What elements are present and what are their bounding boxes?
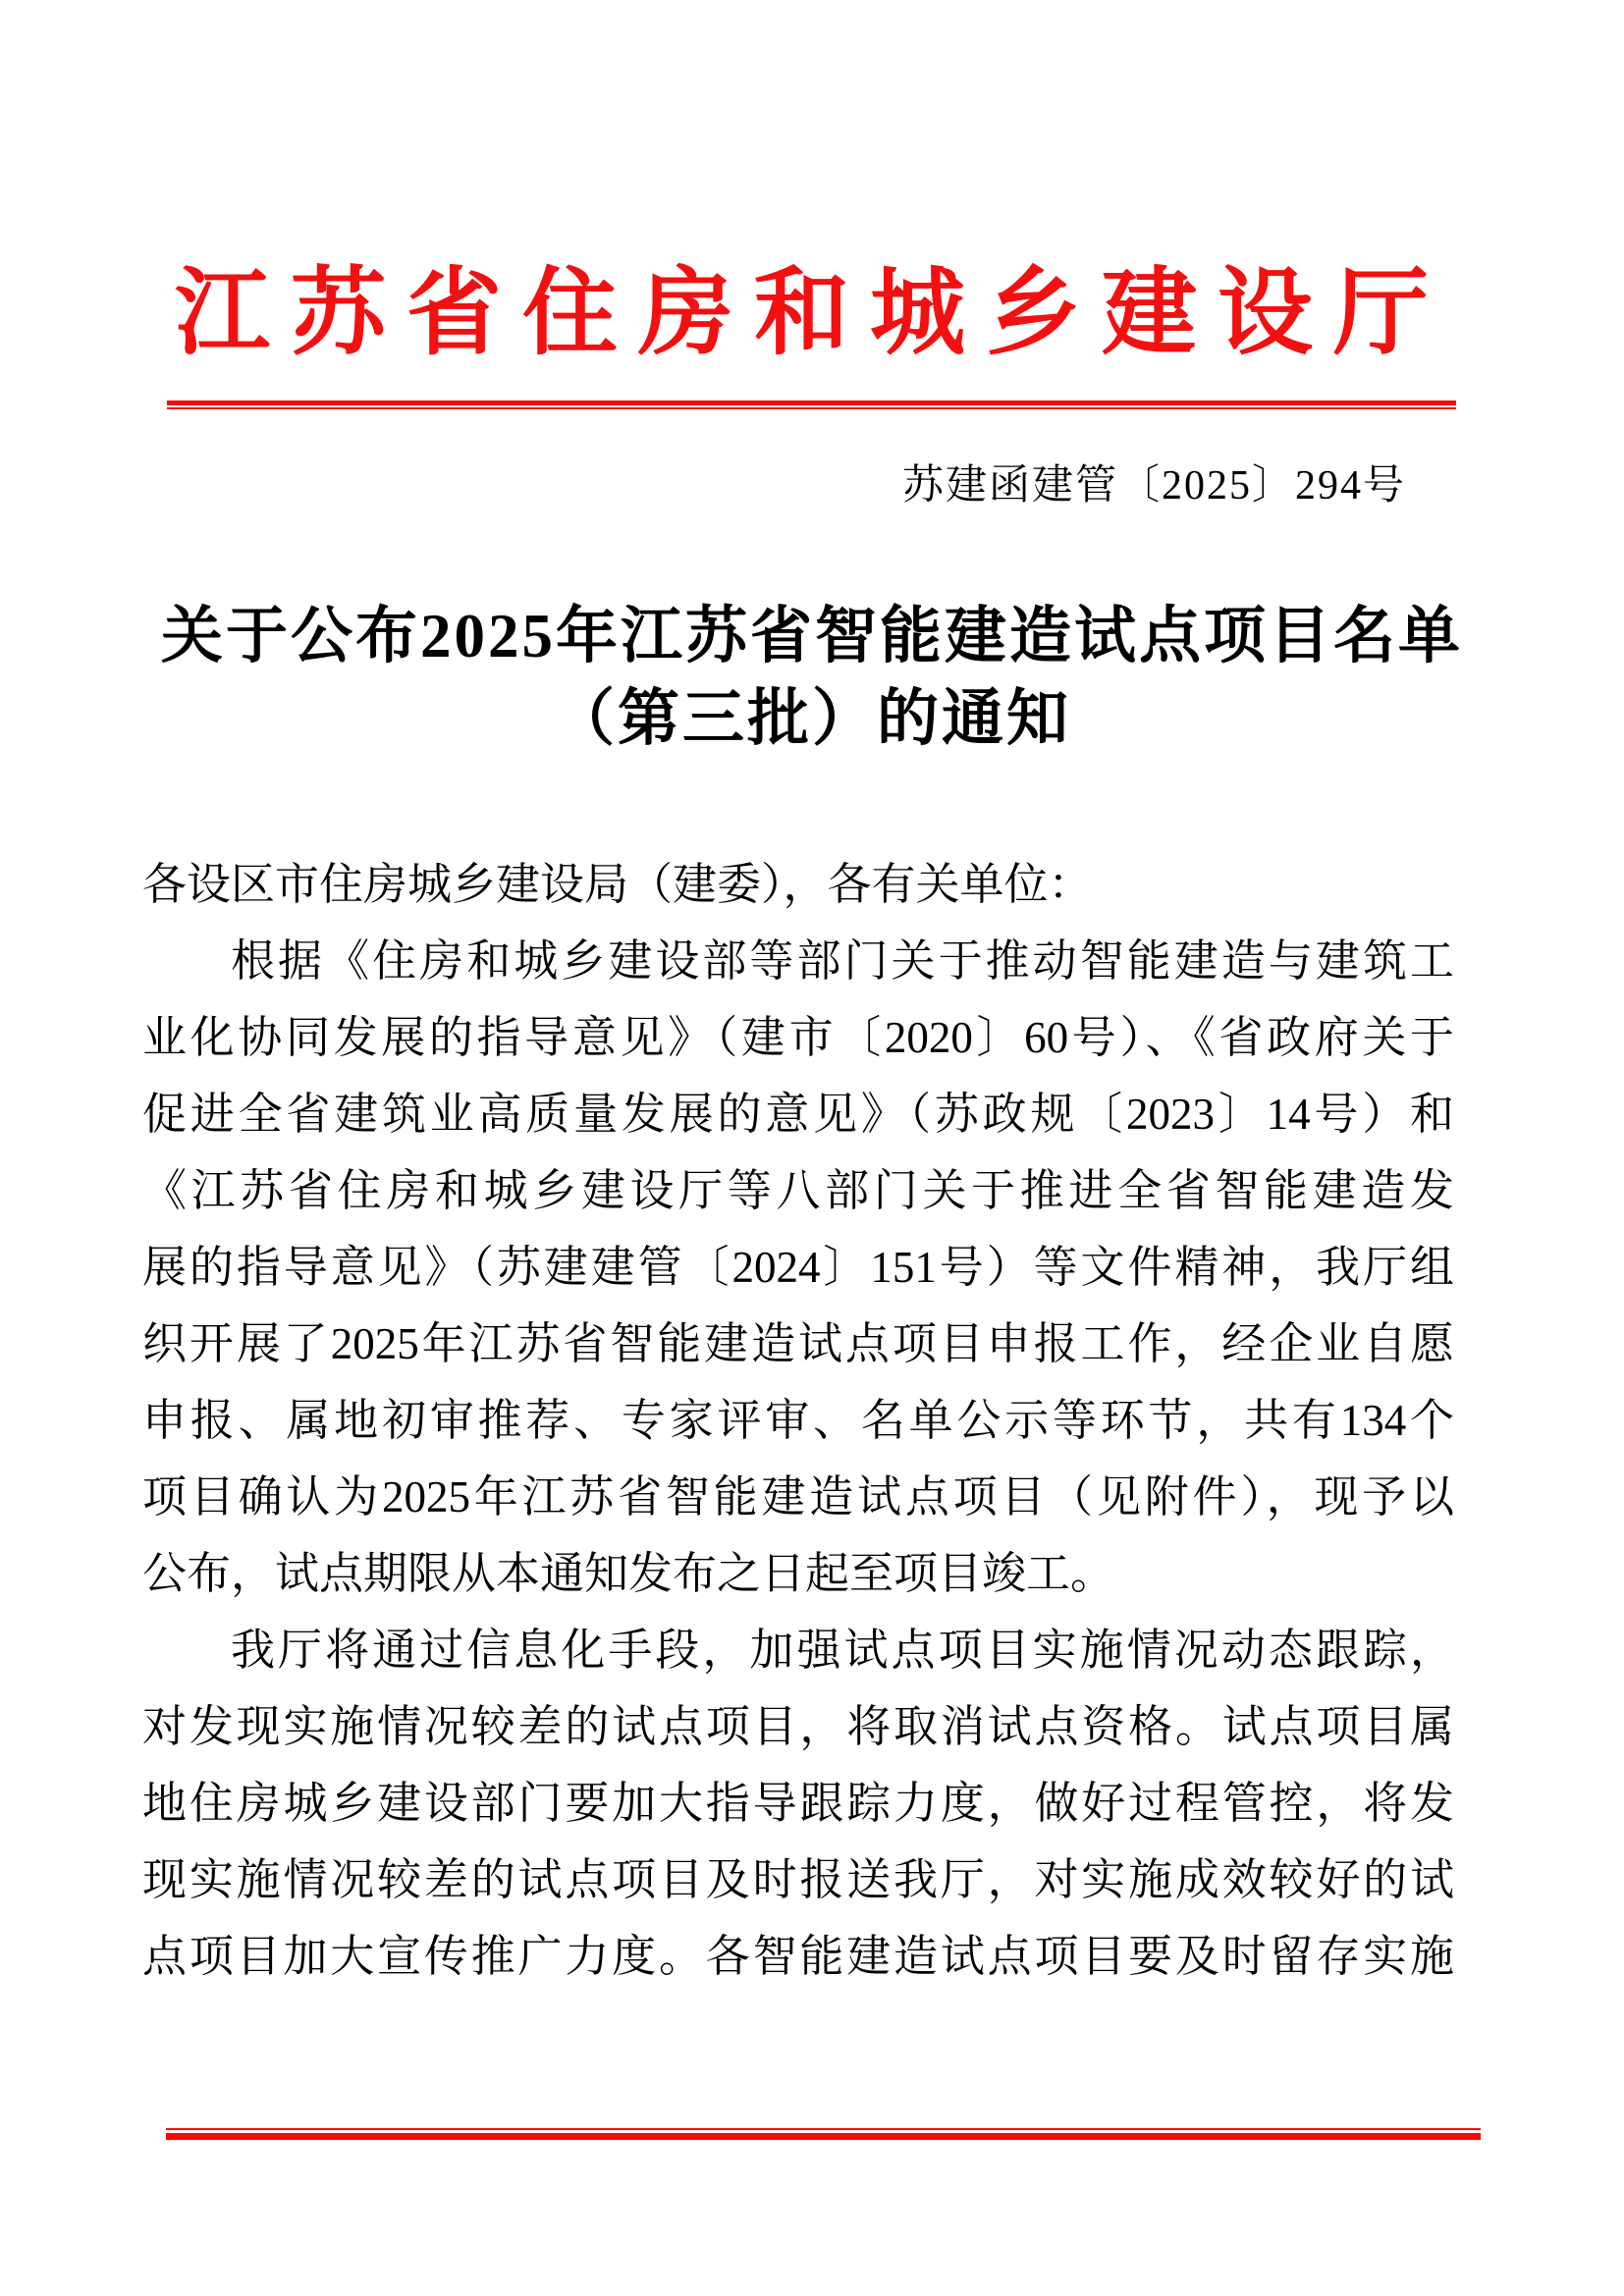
- body-line: 我厅将通过信息化手段，加强试点项目实施情况动态跟踪，: [231, 1626, 1454, 1675]
- notice-title-line1: 关于公布2025年江苏省智能建造试点项目名单: [161, 602, 1463, 670]
- notice-body: [142, 846, 1454, 1995]
- body-line: 点项目加大宣传推广力度。各智能建造试点项目要及时留存实施: [142, 1932, 1454, 1981]
- body-line: 织开展了2025年江苏省智能建造试点项目申报工作，经企业自愿: [142, 1319, 1454, 1368]
- divider-thin-line: [167, 407, 1456, 409]
- body-line: 项目确认为2025年江苏省智能建造试点项目（见附件），现予以: [142, 1472, 1454, 1522]
- salutation-line: 各设区市住房城乡建设局（建委），各有关单位：: [142, 860, 1093, 909]
- body-line: 业化协同发展的指导意见》（建市〔2020〕60号）、《省政府关于: [142, 1013, 1454, 1062]
- divider-thick-line: [166, 2133, 1481, 2140]
- doc-number: 苏建函建管〔2025〕294号: [901, 463, 1406, 508]
- body-line: 促进全省建筑业高质量发展的意见》（苏政规〔2023〕14号）和: [142, 1090, 1454, 1139]
- body-line: 公布，试点期限从本通知发布之日起至项目竣工。: [142, 1549, 1115, 1598]
- body-line: 地住房城乡建设部门要加大指导跟踪力度，做好过程管控，将发: [142, 1779, 1454, 1828]
- notice-title: [0, 595, 1624, 760]
- body-line: 对发现实施情况较差的试点项目，将取消试点资格。试点项目属: [142, 1702, 1454, 1751]
- body-line: 申报、属地初审推荐、专家评审、名单公示等环节，共有134个: [142, 1396, 1454, 1445]
- body-line: 现实施情况较差的试点项目及时报送我厅，对实施成效较好的试: [142, 1855, 1454, 1904]
- letterhead-org-name: 江苏省住房和城乡建设厅: [175, 261, 1449, 366]
- notice-title-line2: （第三批）的通知: [553, 684, 1071, 753]
- letterhead-divider: [167, 400, 1456, 409]
- footer-divider: [166, 2128, 1481, 2140]
- body-line: 展的指导意见》（苏建建管〔2024〕151号）等文件精神，我厅组: [142, 1243, 1454, 1292]
- body-line: 《江苏省住房和城乡建设厅等八部门关于推进全省智能建造发: [142, 1166, 1454, 1215]
- body-line: 根据《住房和城乡建设部等部门关于推动智能建造与建筑工: [231, 936, 1454, 986]
